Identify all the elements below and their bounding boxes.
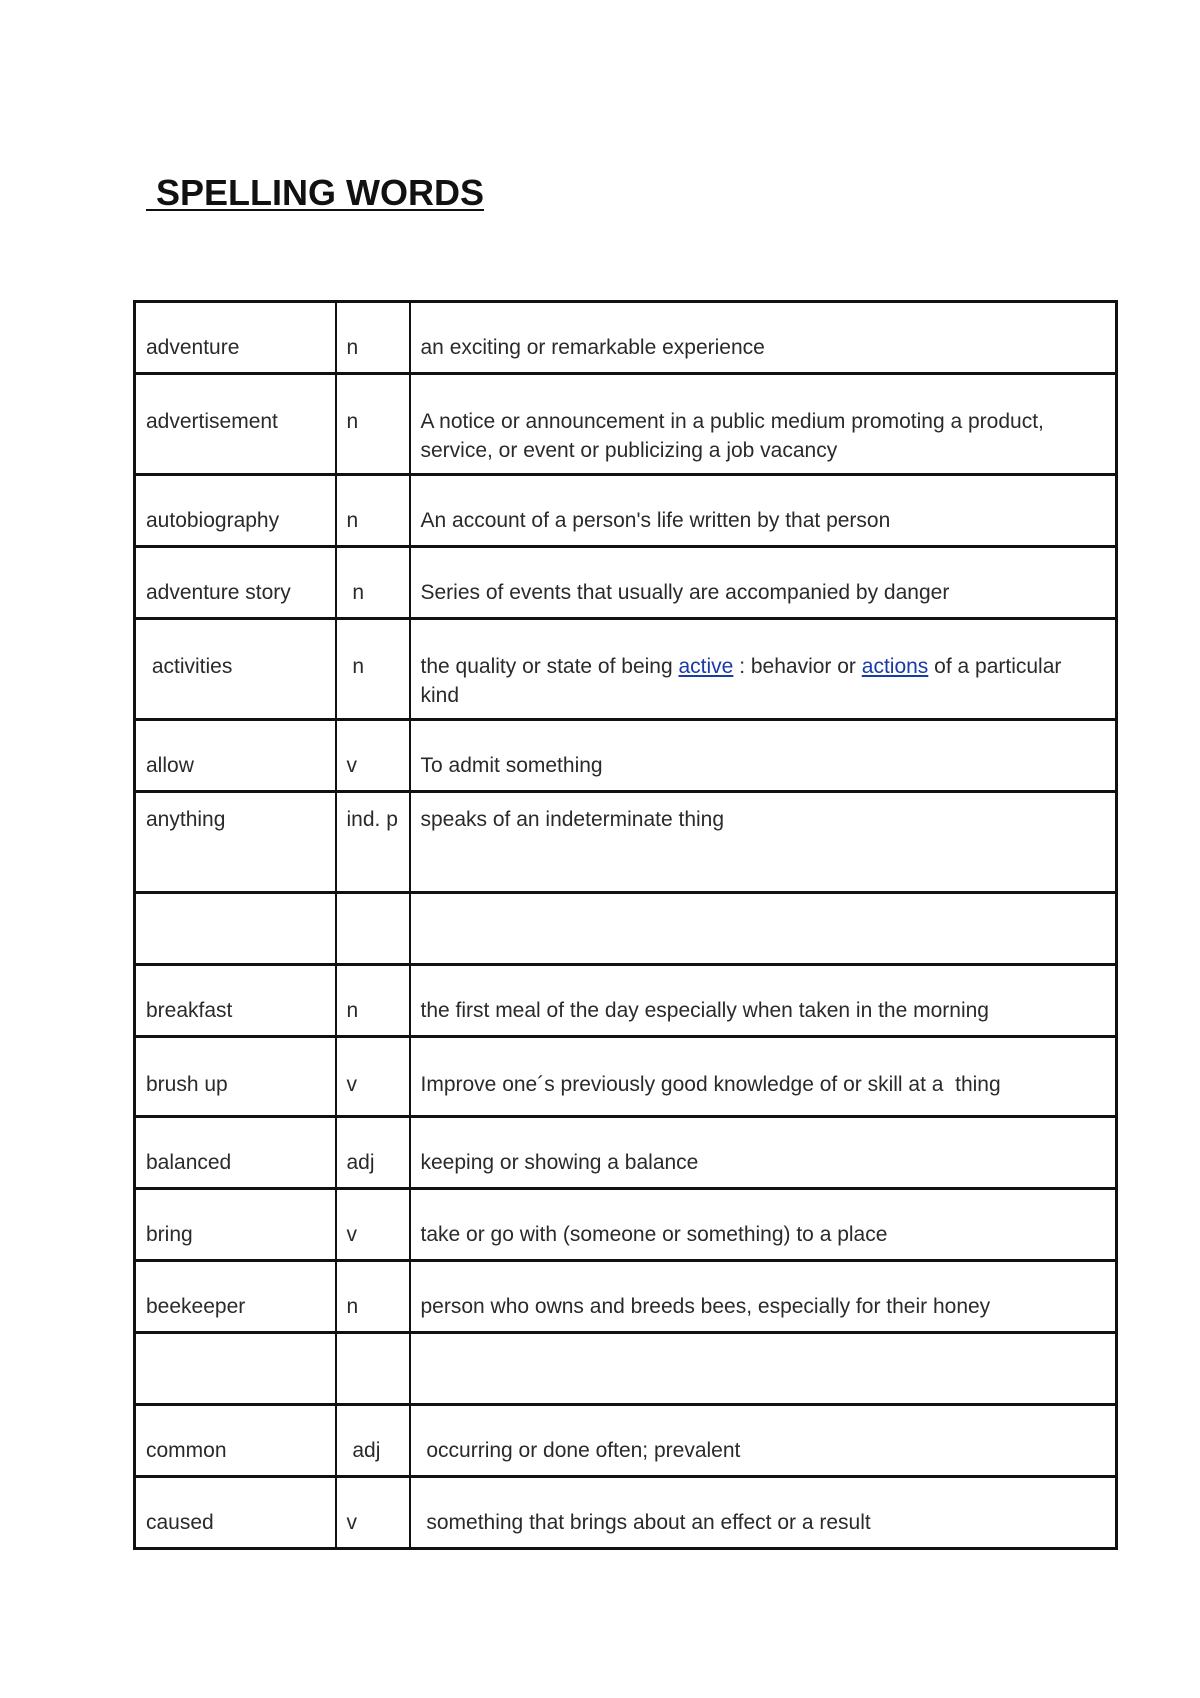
definition-cell: An account of a person's life written by that person bbox=[410, 475, 1117, 547]
part-of-speech-cell: n bbox=[336, 619, 410, 720]
word-cell: adventure story bbox=[135, 547, 336, 619]
table-row bbox=[135, 1189, 1117, 1261]
part-of-speech-cell: v bbox=[336, 1477, 410, 1549]
part-of-speech-cell: n bbox=[336, 302, 410, 374]
definition-cell: take or go with (someone or something) to a place bbox=[410, 1189, 1117, 1261]
part-of-speech-cell: v bbox=[336, 1037, 410, 1117]
table-row bbox=[135, 475, 1117, 547]
definition-cell: keeping or showing a balance bbox=[410, 1117, 1117, 1189]
word-cell: common bbox=[135, 1405, 336, 1477]
definition-cell bbox=[410, 893, 1117, 965]
table-row bbox=[135, 547, 1117, 619]
word-cell: allow bbox=[135, 720, 336, 792]
definition-cell: occurring or done often; prevalent bbox=[410, 1405, 1117, 1477]
definition-cell: Improve one´s previously good knowledge of or skill at a thing bbox=[410, 1037, 1117, 1117]
table-row bbox=[135, 1117, 1117, 1189]
word-cell: advertisement bbox=[135, 374, 336, 475]
table-row bbox=[135, 965, 1117, 1037]
definition-cell bbox=[410, 619, 1117, 720]
definition-cell: speaks of an indeterminate thing bbox=[410, 792, 1117, 893]
definition-cell: person who owns and breeds bees, especially for their honey bbox=[410, 1261, 1117, 1333]
word-cell: breakfast bbox=[135, 965, 336, 1037]
part-of-speech-cell: adj bbox=[336, 1405, 410, 1477]
table-row bbox=[135, 1261, 1117, 1333]
part-of-speech-cell: n bbox=[336, 547, 410, 619]
word-cell: balanced bbox=[135, 1117, 336, 1189]
table-row bbox=[135, 302, 1117, 374]
word-cell bbox=[135, 1333, 336, 1405]
table-row bbox=[135, 720, 1117, 792]
table-row bbox=[135, 1405, 1117, 1477]
definition-text: of a particular kind bbox=[420, 655, 1068, 707]
definition-cell: To admit something bbox=[410, 720, 1117, 792]
definition-cell: Series of events that usually are accompanied by danger bbox=[410, 547, 1117, 619]
word-cell: bring bbox=[135, 1189, 336, 1261]
table-row-empty bbox=[135, 1333, 1117, 1405]
part-of-speech-cell: n bbox=[336, 1261, 410, 1333]
actions-link[interactable]: actions bbox=[861, 655, 929, 678]
part-of-speech-cell: v bbox=[336, 720, 410, 792]
definition-text: the quality or state of being bbox=[420, 655, 679, 678]
part-of-speech-cell: n bbox=[336, 475, 410, 547]
part-of-speech-cell: n bbox=[336, 374, 410, 475]
active-link[interactable]: active bbox=[678, 655, 734, 678]
word-cell: caused bbox=[135, 1477, 336, 1549]
page-title: SPELLING WORDS bbox=[146, 172, 485, 213]
part-of-speech-cell bbox=[336, 893, 410, 965]
table-row bbox=[135, 1037, 1117, 1117]
part-of-speech-cell: v bbox=[336, 1189, 410, 1261]
word-cell: brush up bbox=[135, 1037, 336, 1117]
word-cell: beekeeper bbox=[135, 1261, 336, 1333]
table-row bbox=[135, 374, 1117, 475]
word-cell: adventure bbox=[135, 302, 336, 374]
part-of-speech-cell: n bbox=[336, 965, 410, 1037]
definition-cell: an exciting or remarkable experience bbox=[410, 302, 1117, 374]
part-of-speech-cell: ind. p bbox=[336, 792, 410, 893]
definition-cell: the first meal of the day especially when taken in the morning bbox=[410, 965, 1117, 1037]
table-row bbox=[135, 1477, 1117, 1549]
spelling-table bbox=[133, 300, 1118, 1550]
word-cell: anything bbox=[135, 792, 336, 893]
table-row-empty bbox=[135, 893, 1117, 965]
definition-cell: A notice or announcement in a public medium promoting a product, service, or event or publicizing a job vacancy bbox=[410, 374, 1117, 475]
definition-text: : behavior or bbox=[733, 655, 862, 678]
table-row bbox=[135, 792, 1117, 893]
word-cell: autobiography bbox=[135, 475, 336, 547]
word-cell bbox=[135, 893, 336, 965]
definition-cell bbox=[410, 1333, 1117, 1405]
part-of-speech-cell bbox=[336, 1333, 410, 1405]
definition-cell: something that brings about an effect or a result bbox=[410, 1477, 1117, 1549]
part-of-speech-cell: adj bbox=[336, 1117, 410, 1189]
word-cell: activities bbox=[135, 619, 336, 720]
table-row bbox=[135, 619, 1117, 720]
